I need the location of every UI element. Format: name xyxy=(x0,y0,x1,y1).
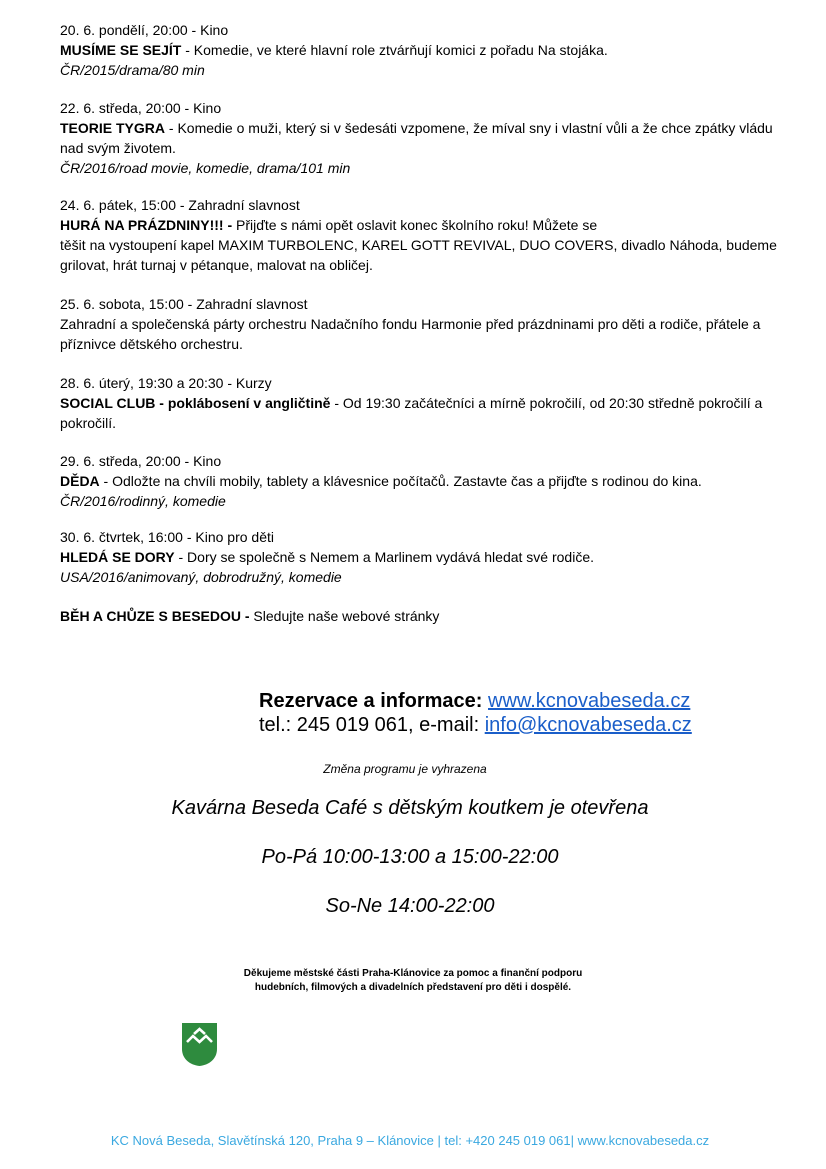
event-description-continued: těšit na vystoupení kapel MAXIM TURBOLENC, KAREL GOTT REVIVAL, DUO COVERS, divadlo Náhoda, budeme grilovat, hrát turnaj v pétanque, malovat na obličej. xyxy=(60,237,777,273)
event-item xyxy=(60,606,780,626)
event-title: SOCIAL CLUB - poklábosení v angličtině xyxy=(60,395,331,411)
event-title: MUSÍME SE SEJÍT xyxy=(60,42,182,58)
cafe-hours-weekend: So-Ne 14:00-22:00 xyxy=(325,895,495,917)
event-meta: ČR/2016/rodinný, komedie xyxy=(60,493,226,509)
event-description: - Od 19:30 začátečníci a mírně pokročilí, od 20:30 středně pokročilí a pokročilí. xyxy=(60,395,763,431)
klanovice-crest-icon xyxy=(181,1022,218,1067)
event-program xyxy=(60,20,780,626)
event-head: 20. 6. pondělí, 20:00 - Kino xyxy=(60,22,229,38)
event-head: 24. 6. pátek, 15:00 - Zahradní slavnost xyxy=(60,197,300,213)
reservation-info xyxy=(259,689,692,737)
website-link[interactable]: www.kcnovabeseda.cz xyxy=(488,690,691,712)
event-item xyxy=(60,373,780,433)
sponsor-thanks-line: hudebních, filmových a divadelních představení pro děti i dospělé. xyxy=(254,982,572,993)
event-head: 22. 6. středa, 20:00 - Kino xyxy=(60,100,222,116)
event-description: Sledujte naše webové stránky xyxy=(249,608,440,624)
event-title: BĚH A CHŮZE S BESEDOU - xyxy=(60,608,250,624)
event-item xyxy=(60,294,780,354)
event-description: Přijďte s námi opět oslavit konec školního roku! Můžete se xyxy=(232,217,598,233)
event-item xyxy=(60,451,780,511)
event-meta: ČR/2016/road movie, komedie, drama/101 min xyxy=(60,160,351,176)
event-head: 30. 6. čtvrtek, 16:00 - Kino pro děti xyxy=(60,529,275,545)
cafe-announcement: Kavárna Beseda Café s dětským koutkem je otevřena xyxy=(171,797,649,819)
event-title: HURÁ NA PRÁZDNINY!!! - xyxy=(60,217,233,233)
event-head: 25. 6. sobota, 15:00 - Zahradní slavnost xyxy=(60,296,308,312)
event-description: - Komedie o muži, který si v šedesáti vzpomene, že míval sny i vlastní vůli a že chce zpátky vládu nad svým životem. xyxy=(60,120,773,156)
program-change-note: Změna programu je vyhrazena xyxy=(323,762,487,776)
event-title: HLEDÁ SE DORY xyxy=(60,549,175,565)
cafe-hours-weekdays: Po-Pá 10:00-13:00 a 15:00-22:00 xyxy=(261,846,559,868)
event-description: Zahradní a společenská párty orchestru Nadačního fondu Harmonie před prázdninami pro děti a rodiče, přátele a příznivce dětského orchestru. xyxy=(60,316,761,352)
event-description: - Odložte na chvíli mobily, tablety a klávesnice počítačů. Zastavte čas a přijďte s rodinou do kina. xyxy=(99,473,702,489)
event-head: 29. 6. středa, 20:00 - Kino xyxy=(60,453,222,469)
event-item xyxy=(60,20,780,80)
sponsor-thanks-line: Děkujeme městské části Praha-Klánovice za pomoc a finanční podporu xyxy=(243,968,583,979)
footer-contact: KC Nová Beseda, Slavětínská 120, Praha 9 – Klánovice | tel: +420 245 019 061| www.kcnovabeseda.cz xyxy=(110,1133,710,1148)
event-head: 28. 6. úterý, 19:30 a 20:30 - Kurzy xyxy=(60,375,272,391)
email-link[interactable]: info@kcnovabeseda.cz xyxy=(484,714,692,736)
event-description: - Dory se společně s Nemem a Marlinem vydává hledat své rodiče. xyxy=(174,549,595,565)
event-meta: USA/2016/animovaný, dobrodružný, komedie xyxy=(60,569,342,585)
reservation-label: Rezervace a informace: xyxy=(259,690,489,712)
event-title: TEORIE TYGRA xyxy=(60,120,166,136)
event-title: DĚDA xyxy=(60,473,100,489)
phone-text: tel.: 245 019 061, e-mail: xyxy=(259,714,485,736)
event-item xyxy=(60,527,780,587)
event-item xyxy=(60,98,780,178)
event-item xyxy=(60,195,780,275)
event-description: - Komedie, ve které hlavní role ztvárňují komici z pořadu Na stojáka. xyxy=(181,42,608,58)
event-meta: ČR/2015/drama/80 min xyxy=(60,62,205,78)
sponsor-thanks xyxy=(0,967,826,995)
